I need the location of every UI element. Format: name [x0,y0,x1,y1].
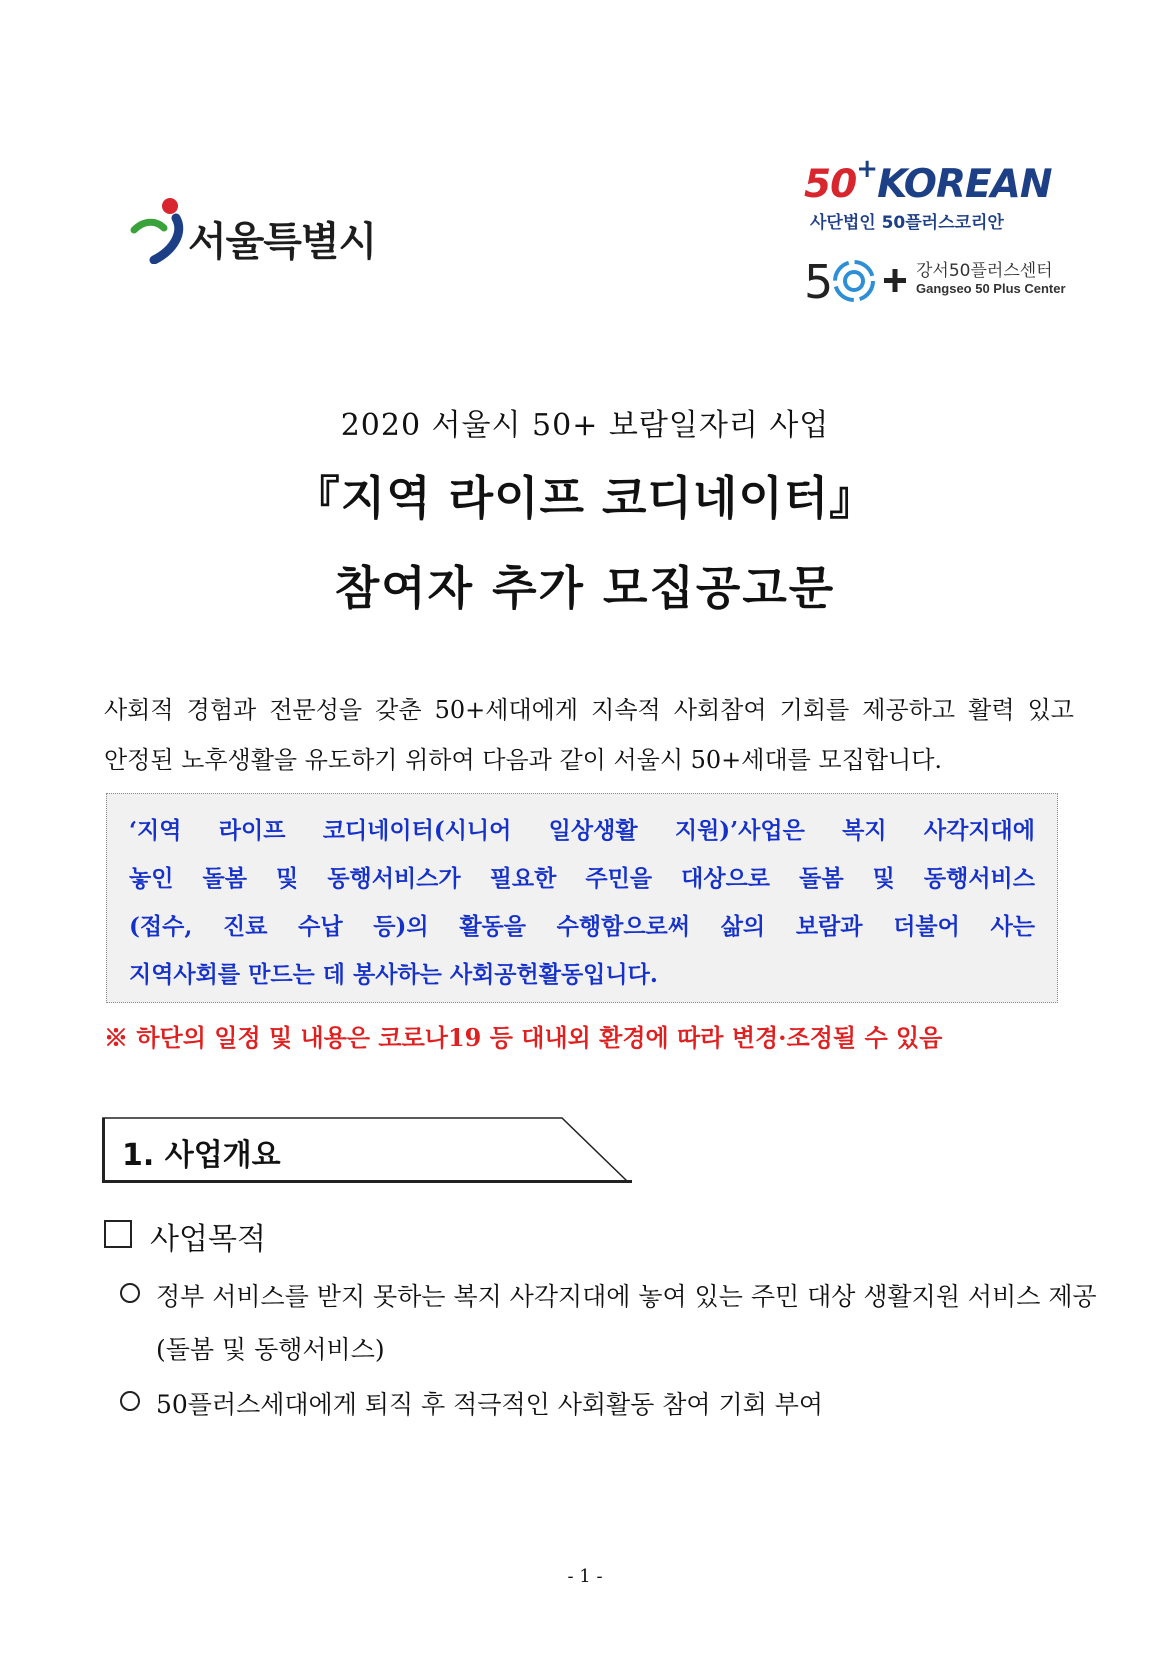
square-bullet-icon [104,1220,132,1248]
seoul-logo [130,196,377,266]
seoul-logo-text: 서울특별시 [188,219,377,265]
list-item-text: 50플러스세대에게 퇴직 후 적극적인 사회활동 참여 기회 부여 [156,1390,824,1419]
gangseo-logo-english: Gangseo 50 Plus Center [916,281,1066,296]
circle-bullet-icon [120,1391,140,1411]
warning-note: ※ 하단의 일정 및 내용은 코로나19 등 대내외 환경에 따라 변경·조정될 수 있음 [104,1023,943,1052]
gangseo-50-plus-icon [804,250,914,310]
korean-logo [804,154,1064,233]
korean-logo-plus: + [856,154,878,184]
purpose-heading [104,1214,266,1257]
list-item [120,1385,823,1421]
seoul-emblem-icon [130,196,192,264]
intro-line-2: 안정된 노후생활을 유도하기 위하여 다음과 같이 서울시 50+세대를 모집합니다. [104,746,943,774]
document-title: 『지역 라이프 코디네이터』 [293,471,877,525]
highlight-box [106,793,1058,1003]
list-item [120,1277,1097,1313]
list-item-continuation: (돌봄 및 동행서비스) [156,1335,385,1364]
gangseo-logo-korean: 강서50플러스센터 [916,261,1053,281]
section-header [102,1116,632,1184]
highlight-line-3: (접수, 진료 수납 등)의 활동을 수행함으로써 삶의 보람과 더불어 사는 [129,913,1035,940]
korean-logo-word: KOREAN [877,162,1052,207]
highlight-line-1: ‘지역 라이프 코디네이터(시니어 일상생활 지원)’사업은 복지 사각지대에 [129,817,1035,844]
list-item-text: 정부 서비스를 받지 못하는 복지 사각지대에 놓여 있는 주민 대상 생활지원 서비스 제공 [156,1282,1097,1311]
korean-logo-subtitle: 사단법인 50플러스코리안 [810,213,1004,233]
svg-text:5: 5 [804,255,834,309]
korean-logo-number: 50 [804,162,857,207]
highlight-line-4: 지역사회를 만드는 데 봉사하는 사회공헌활동입니다. [129,961,658,988]
gangseo-logo [804,250,1074,310]
document-notice-title: 참여자 추가 모집공고문 [334,561,836,615]
document-subtitle: 2020 서울시 50+ 보람일자리 사업 [340,408,830,443]
section-header-label: 1. 사업개요 [122,1138,281,1173]
highlight-line-2: 놓인 돌봄 및 동행서비스가 필요한 주민을 대상으로 돌봄 및 동행서비스 [129,865,1035,892]
purpose-title: 사업목적 [150,1222,266,1257]
circle-bullet-icon [120,1283,140,1303]
intro-line-1: 사회적 경험과 전문성을 갖춘 50+세대에게 지속적 사회참여 기회를 제공하고 활력 있고 [104,696,1074,724]
page-number: - 1 - [567,1566,603,1587]
